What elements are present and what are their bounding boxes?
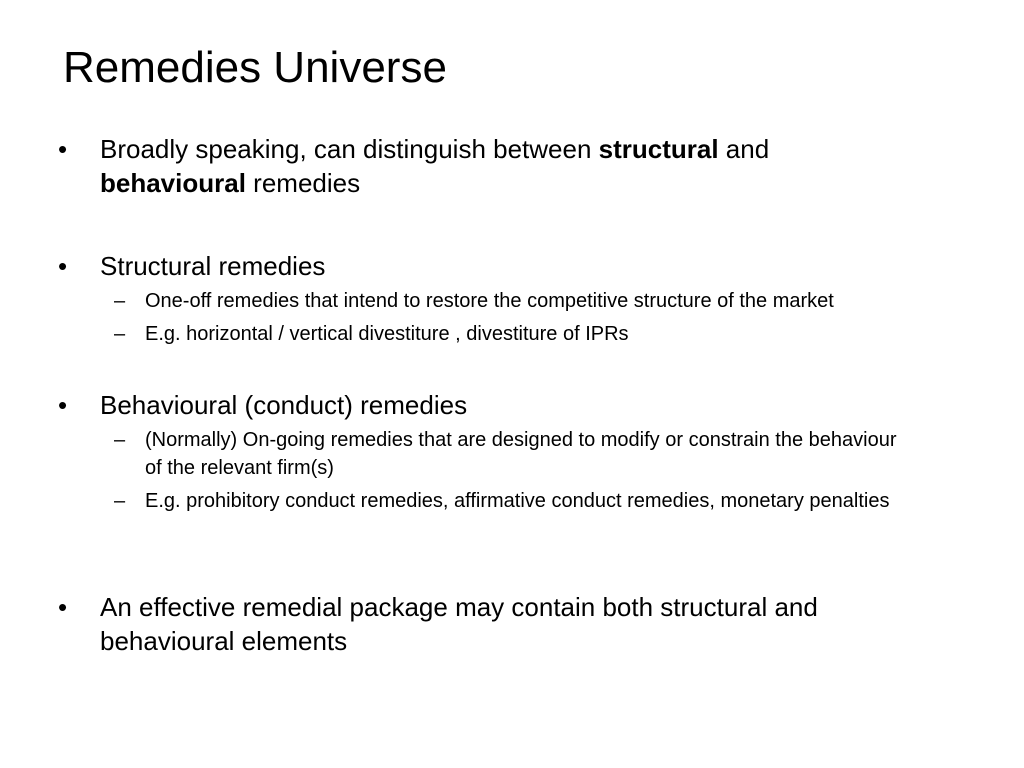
sub-bullet-marker: – (114, 490, 126, 512)
bullet-text: Structural remedies (100, 251, 326, 281)
sub-bullet-marker: – (114, 323, 126, 345)
sub-bullet-text: E.g. prohibitory conduct remedies, affirmative conduct remedies, monetary penalties (145, 490, 890, 512)
bullet-text: Broadly speaking, can distinguish between structural and behavioural remedies (100, 134, 770, 198)
bullet-marker: • (58, 390, 68, 420)
sub-bullet-text: (Normally) On-going remedies that are designed to modify or constrain the behaviour of the relevant firm(s) (145, 429, 897, 479)
bullet-marker: • (58, 251, 68, 281)
bullet-marker: • (58, 134, 68, 164)
bullet-marker: • (58, 592, 68, 622)
emphasis-behavioural: behavioural (100, 168, 246, 198)
bullet-text: Behavioural (conduct) remedies (100, 390, 468, 420)
slide-title: Remedies Universe (63, 43, 447, 92)
sub-bullet-text: One-off remedies that intend to restore the competitive structure of the market (145, 290, 834, 312)
bullet-text: An effective remedial package may contain both structural and behavioural elements (100, 592, 818, 656)
sub-bullet-marker: – (114, 290, 126, 312)
emphasis-structural: structural (598, 134, 719, 164)
sub-bullet-text: E.g. horizontal / vertical divestiture , divestiture of IPRs (145, 323, 629, 345)
sub-bullet-marker: – (114, 429, 126, 451)
